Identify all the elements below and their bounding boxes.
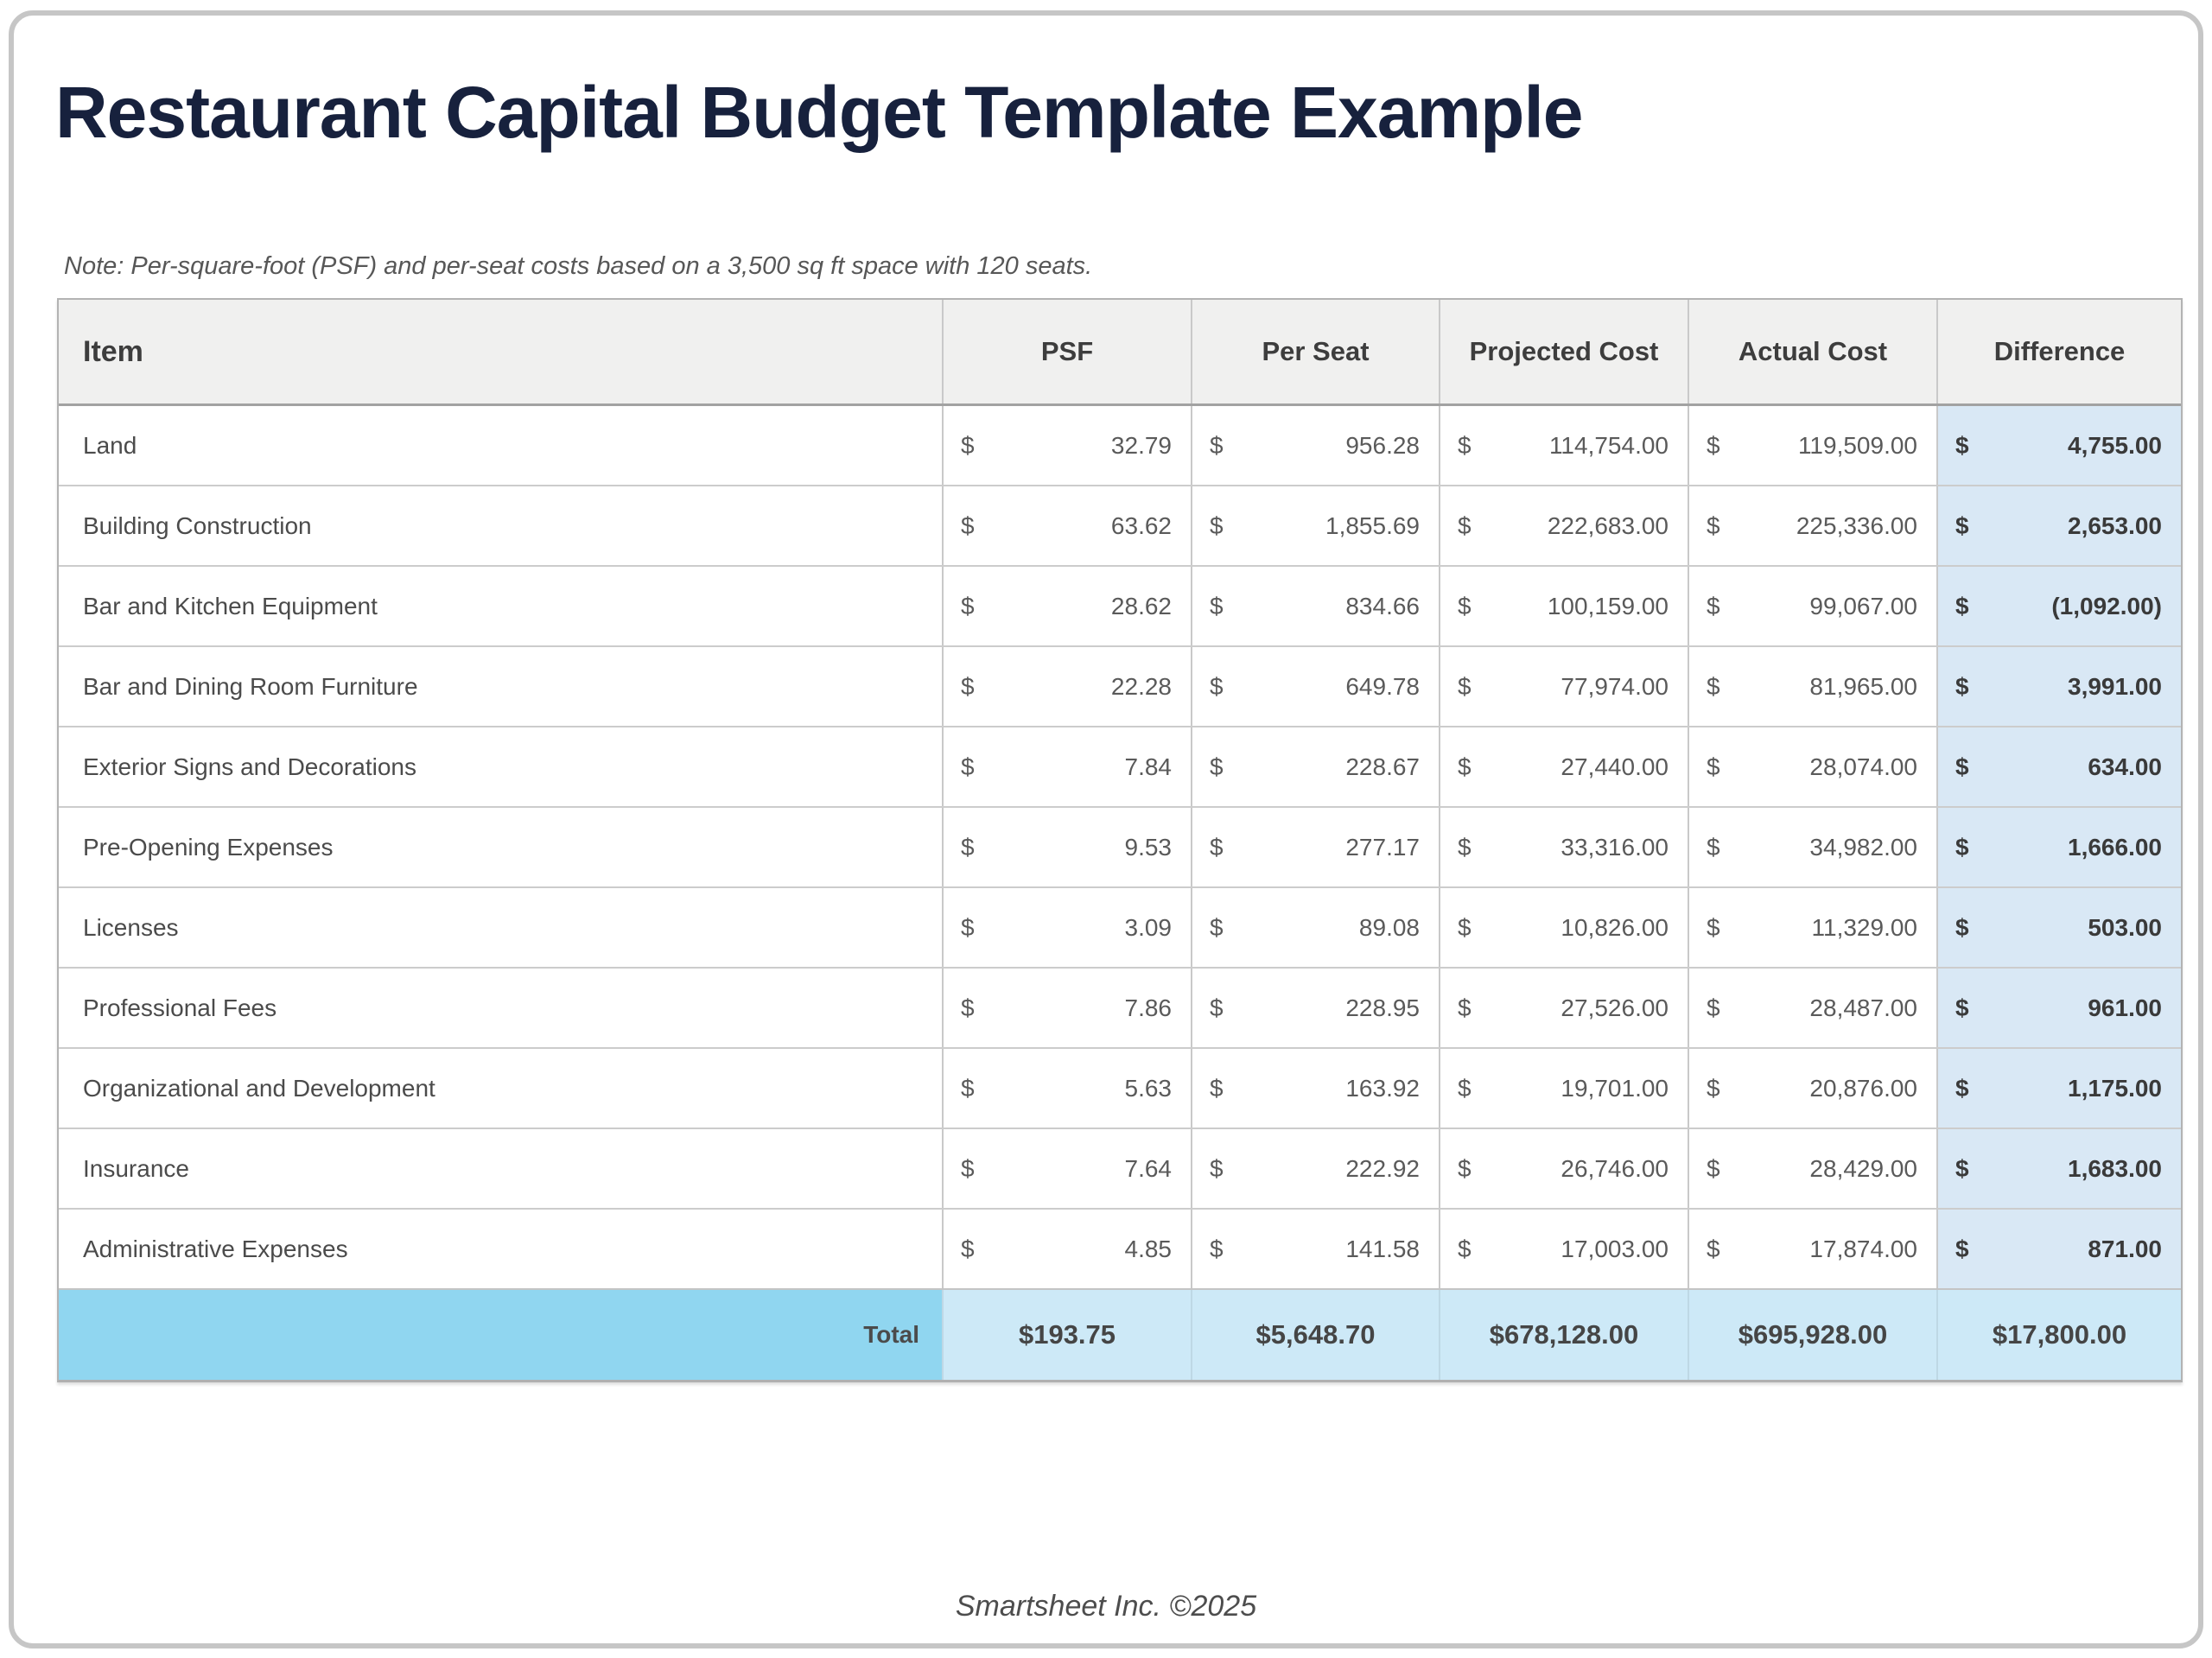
difference-cell bbox=[1936, 1129, 2181, 1208]
per-seat-cell bbox=[1191, 888, 1439, 967]
per-seat-value: 228.67 bbox=[1345, 753, 1420, 780]
difference-cell bbox=[1936, 647, 2181, 726]
dollar-sign: $ bbox=[1707, 1074, 1720, 1102]
col-header-item: Item bbox=[83, 334, 143, 368]
dollar-sign: $ bbox=[961, 833, 975, 861]
table-row bbox=[59, 1049, 2181, 1129]
psf-cell bbox=[942, 727, 1191, 806]
projected-cost-cell bbox=[1439, 486, 1688, 565]
item-cell: Administrative Expenses bbox=[83, 1235, 348, 1262]
psf-value: 4.85 bbox=[1124, 1235, 1172, 1262]
difference-value: 4,755.00 bbox=[2068, 431, 2162, 459]
dollar-sign: $ bbox=[1210, 431, 1224, 459]
projected-cost-value: 19,701.00 bbox=[1560, 1074, 1669, 1102]
difference-cell bbox=[1936, 808, 2181, 886]
dollar-sign: $ bbox=[1707, 511, 1720, 539]
dollar-sign: $ bbox=[1458, 1235, 1471, 1262]
actual-cost-value: 11,329.00 bbox=[1811, 913, 1917, 941]
projected-cost-cell bbox=[1439, 1049, 1688, 1128]
actual-cost-value: 119,509.00 bbox=[1797, 431, 1917, 459]
actual-cost-value: 99,067.00 bbox=[1809, 592, 1917, 619]
per-seat-cell bbox=[1191, 486, 1439, 565]
projected-cost-cell bbox=[1439, 1210, 1688, 1288]
total-actual-cost: $695,928.00 bbox=[1688, 1290, 1936, 1380]
projected-cost-value: 100,159.00 bbox=[1547, 592, 1669, 619]
difference-value: 961.00 bbox=[2088, 994, 2162, 1021]
per-seat-cell bbox=[1191, 727, 1439, 806]
dollar-sign: $ bbox=[1707, 753, 1720, 780]
dollar-sign: $ bbox=[1210, 1235, 1224, 1262]
projected-cost-value: 27,526.00 bbox=[1560, 994, 1669, 1021]
dollar-sign: $ bbox=[1458, 511, 1471, 539]
psf-cell bbox=[942, 808, 1191, 886]
dollar-sign: $ bbox=[1707, 592, 1720, 619]
actual-cost-value: 28,429.00 bbox=[1809, 1154, 1917, 1182]
actual-cost-cell bbox=[1688, 486, 1936, 565]
dollar-sign: $ bbox=[1458, 431, 1471, 459]
table-row bbox=[59, 1210, 2181, 1290]
item-cell: Land bbox=[83, 431, 137, 459]
per-seat-cell bbox=[1191, 567, 1439, 645]
projected-cost-cell bbox=[1439, 808, 1688, 886]
projected-cost-cell bbox=[1439, 727, 1688, 806]
item-cell: Bar and Kitchen Equipment bbox=[83, 592, 378, 619]
dollar-sign: $ bbox=[1210, 592, 1224, 619]
item-cell: Insurance bbox=[83, 1154, 189, 1182]
actual-cost-value: 28,074.00 bbox=[1809, 753, 1917, 780]
projected-cost-value: 114,754.00 bbox=[1548, 431, 1669, 459]
psf-value: 32.79 bbox=[1110, 431, 1172, 459]
dollar-sign: $ bbox=[1955, 833, 1969, 861]
projected-cost-value: 33,316.00 bbox=[1560, 833, 1669, 861]
item-cell: Professional Fees bbox=[83, 994, 277, 1021]
projected-cost-value: 77,974.00 bbox=[1560, 672, 1669, 700]
psf-value: 7.64 bbox=[1124, 1154, 1172, 1182]
psf-value: 7.86 bbox=[1124, 994, 1172, 1021]
dollar-sign: $ bbox=[961, 511, 975, 539]
dollar-sign: $ bbox=[1458, 833, 1471, 861]
difference-value: 503.00 bbox=[2088, 913, 2162, 941]
item-cell: Building Construction bbox=[83, 511, 312, 539]
dollar-sign: $ bbox=[1458, 1154, 1471, 1182]
table-row bbox=[59, 1129, 2181, 1210]
difference-value: 1,683.00 bbox=[2068, 1154, 2162, 1182]
dollar-sign: $ bbox=[1707, 431, 1720, 459]
dollar-sign: $ bbox=[1955, 994, 1969, 1021]
difference-cell bbox=[1936, 888, 2181, 967]
difference-cell bbox=[1936, 567, 2181, 645]
dollar-sign: $ bbox=[961, 994, 975, 1021]
difference-value: 871.00 bbox=[2088, 1235, 2162, 1262]
psf-value: 5.63 bbox=[1124, 1074, 1172, 1102]
psf-cell bbox=[942, 486, 1191, 565]
dollar-sign: $ bbox=[1707, 913, 1720, 941]
actual-cost-value: 17,874.00 bbox=[1809, 1235, 1917, 1262]
projected-cost-value: 222,683.00 bbox=[1547, 511, 1669, 539]
table-body bbox=[59, 406, 2181, 1290]
actual-cost-cell bbox=[1688, 1049, 1936, 1128]
projected-cost-value: 26,746.00 bbox=[1560, 1154, 1669, 1182]
psf-value: 28.62 bbox=[1110, 592, 1172, 619]
projected-cost-cell bbox=[1439, 647, 1688, 726]
col-header-psf: PSF bbox=[942, 300, 1191, 403]
dollar-sign: $ bbox=[1955, 753, 1969, 780]
total-per-seat: $5,648.70 bbox=[1191, 1290, 1439, 1380]
per-seat-value: 649.78 bbox=[1345, 672, 1420, 700]
table-row bbox=[59, 406, 2181, 486]
per-seat-value: 1,855.69 bbox=[1325, 511, 1420, 539]
dollar-sign: $ bbox=[1955, 913, 1969, 941]
per-seat-cell bbox=[1191, 647, 1439, 726]
dollar-sign: $ bbox=[1955, 672, 1969, 700]
dollar-sign: $ bbox=[1210, 672, 1224, 700]
col-header-projected-cost: Projected Cost bbox=[1439, 300, 1688, 403]
actual-cost-value: 225,336.00 bbox=[1796, 511, 1917, 539]
per-seat-value: 89.08 bbox=[1358, 913, 1420, 941]
per-seat-cell bbox=[1191, 808, 1439, 886]
dollar-sign: $ bbox=[1707, 1235, 1720, 1262]
actual-cost-cell bbox=[1688, 727, 1936, 806]
dollar-sign: $ bbox=[1707, 994, 1720, 1021]
difference-value: 2,653.00 bbox=[2068, 511, 2162, 539]
item-cell: Bar and Dining Room Furniture bbox=[83, 672, 418, 700]
table-row bbox=[59, 888, 2181, 969]
total-projected-cost: $678,128.00 bbox=[1439, 1290, 1688, 1380]
psf-cell bbox=[942, 969, 1191, 1047]
table-header-row bbox=[59, 300, 2181, 406]
actual-cost-cell bbox=[1688, 888, 1936, 967]
dollar-sign: $ bbox=[1458, 592, 1471, 619]
projected-cost-cell bbox=[1439, 969, 1688, 1047]
total-row bbox=[59, 1290, 2181, 1380]
projected-cost-cell bbox=[1439, 406, 1688, 485]
table-row bbox=[59, 567, 2181, 647]
projected-cost-value: 17,003.00 bbox=[1560, 1235, 1669, 1262]
total-psf: $193.75 bbox=[942, 1290, 1191, 1380]
per-seat-value: 163.92 bbox=[1345, 1074, 1420, 1102]
difference-value: 634.00 bbox=[2088, 753, 2162, 780]
dollar-sign: $ bbox=[1458, 913, 1471, 941]
col-header-actual-cost: Actual Cost bbox=[1688, 300, 1936, 403]
difference-cell bbox=[1936, 1049, 2181, 1128]
item-cell: Pre-Opening Expenses bbox=[83, 833, 334, 861]
dollar-sign: $ bbox=[961, 753, 975, 780]
dollar-sign: $ bbox=[1458, 672, 1471, 700]
per-seat-cell bbox=[1191, 1129, 1439, 1208]
psf-cell bbox=[942, 567, 1191, 645]
actual-cost-cell bbox=[1688, 969, 1936, 1047]
difference-cell bbox=[1936, 406, 2181, 485]
item-cell: Licenses bbox=[83, 913, 179, 941]
per-seat-value: 834.66 bbox=[1345, 592, 1420, 619]
difference-value: 3,991.00 bbox=[2068, 672, 2162, 700]
dollar-sign: $ bbox=[961, 1154, 975, 1182]
actual-cost-cell bbox=[1688, 567, 1936, 645]
dollar-sign: $ bbox=[1210, 833, 1224, 861]
per-seat-value: 141.58 bbox=[1345, 1235, 1420, 1262]
psf-cell bbox=[942, 406, 1191, 485]
per-seat-value: 222.92 bbox=[1345, 1154, 1420, 1182]
col-header-per-seat: Per Seat bbox=[1191, 300, 1439, 403]
dollar-sign: $ bbox=[961, 913, 975, 941]
difference-value: 1,666.00 bbox=[2068, 833, 2162, 861]
page-title: Restaurant Capital Budget Template Example bbox=[55, 72, 1583, 154]
dollar-sign: $ bbox=[1955, 511, 1969, 539]
dollar-sign: $ bbox=[1210, 1154, 1224, 1182]
dollar-sign: $ bbox=[961, 592, 975, 619]
psf-cell bbox=[942, 1129, 1191, 1208]
actual-cost-cell bbox=[1688, 406, 1936, 485]
table-row bbox=[59, 808, 2181, 888]
copyright-text: Smartsheet Inc. ©2025 bbox=[955, 1590, 1257, 1623]
per-seat-value: 956.28 bbox=[1345, 431, 1420, 459]
dollar-sign: $ bbox=[961, 1235, 975, 1262]
dollar-sign: $ bbox=[1458, 753, 1471, 780]
actual-cost-value: 28,487.00 bbox=[1809, 994, 1917, 1021]
dollar-sign: $ bbox=[1458, 1074, 1471, 1102]
difference-cell bbox=[1936, 486, 2181, 565]
budget-table bbox=[57, 298, 2183, 1382]
dollar-sign: $ bbox=[1955, 592, 1969, 619]
psf-cell bbox=[942, 1049, 1191, 1128]
psf-value: 22.28 bbox=[1110, 672, 1172, 700]
item-cell: Organizational and Development bbox=[83, 1074, 435, 1102]
total-difference: $17,800.00 bbox=[1936, 1290, 2181, 1380]
projected-cost-cell bbox=[1439, 1129, 1688, 1208]
per-seat-value: 277.17 bbox=[1345, 833, 1420, 861]
psf-cell bbox=[942, 647, 1191, 726]
actual-cost-value: 34,982.00 bbox=[1809, 833, 1917, 861]
dollar-sign: $ bbox=[1210, 913, 1224, 941]
per-seat-value: 228.95 bbox=[1345, 994, 1420, 1021]
dollar-sign: $ bbox=[961, 431, 975, 459]
dollar-sign: $ bbox=[1955, 1235, 1969, 1262]
actual-cost-value: 81,965.00 bbox=[1809, 672, 1917, 700]
actual-cost-cell bbox=[1688, 808, 1936, 886]
note-text: Note: Per-square-foot (PSF) and per-seat costs based on a 3,500 sq ft space with 120 seats. bbox=[64, 252, 1093, 280]
difference-value: 1,175.00 bbox=[2068, 1074, 2162, 1102]
projected-cost-cell bbox=[1439, 888, 1688, 967]
dollar-sign: $ bbox=[1955, 1154, 1969, 1182]
psf-cell bbox=[942, 1210, 1191, 1288]
dollar-sign: $ bbox=[1458, 994, 1471, 1021]
actual-cost-cell bbox=[1688, 1210, 1936, 1288]
dollar-sign: $ bbox=[961, 1074, 975, 1102]
total-label: Total bbox=[59, 1290, 942, 1380]
per-seat-cell bbox=[1191, 406, 1439, 485]
actual-cost-cell bbox=[1688, 647, 1936, 726]
psf-value: 9.53 bbox=[1124, 833, 1172, 861]
projected-cost-value: 27,440.00 bbox=[1560, 753, 1669, 780]
difference-cell bbox=[1936, 1210, 2181, 1288]
dollar-sign: $ bbox=[1707, 672, 1720, 700]
psf-value: 63.62 bbox=[1110, 511, 1172, 539]
per-seat-cell bbox=[1191, 969, 1439, 1047]
dollar-sign: $ bbox=[1955, 1074, 1969, 1102]
item-cell: Exterior Signs and Decorations bbox=[83, 753, 416, 780]
actual-cost-value: 20,876.00 bbox=[1809, 1074, 1917, 1102]
difference-cell bbox=[1936, 969, 2181, 1047]
psf-value: 7.84 bbox=[1124, 753, 1172, 780]
difference-value: (1,092.00) bbox=[2051, 592, 2162, 619]
psf-cell bbox=[942, 888, 1191, 967]
dollar-sign: $ bbox=[1210, 753, 1224, 780]
table-row bbox=[59, 727, 2181, 808]
dollar-sign: $ bbox=[1955, 431, 1969, 459]
per-seat-cell bbox=[1191, 1210, 1439, 1288]
difference-cell bbox=[1936, 727, 2181, 806]
per-seat-cell bbox=[1191, 1049, 1439, 1128]
table-row bbox=[59, 969, 2181, 1049]
dollar-sign: $ bbox=[1210, 511, 1224, 539]
table-row bbox=[59, 647, 2181, 727]
psf-value: 3.09 bbox=[1124, 913, 1172, 941]
dollar-sign: $ bbox=[1210, 1074, 1224, 1102]
projected-cost-cell bbox=[1439, 567, 1688, 645]
dollar-sign: $ bbox=[961, 672, 975, 700]
col-header-difference: Difference bbox=[1936, 300, 2181, 403]
dollar-sign: $ bbox=[1707, 1154, 1720, 1182]
dollar-sign: $ bbox=[1707, 833, 1720, 861]
actual-cost-cell bbox=[1688, 1129, 1936, 1208]
dollar-sign: $ bbox=[1210, 994, 1224, 1021]
table-row bbox=[59, 486, 2181, 567]
projected-cost-value: 10,826.00 bbox=[1560, 913, 1669, 941]
